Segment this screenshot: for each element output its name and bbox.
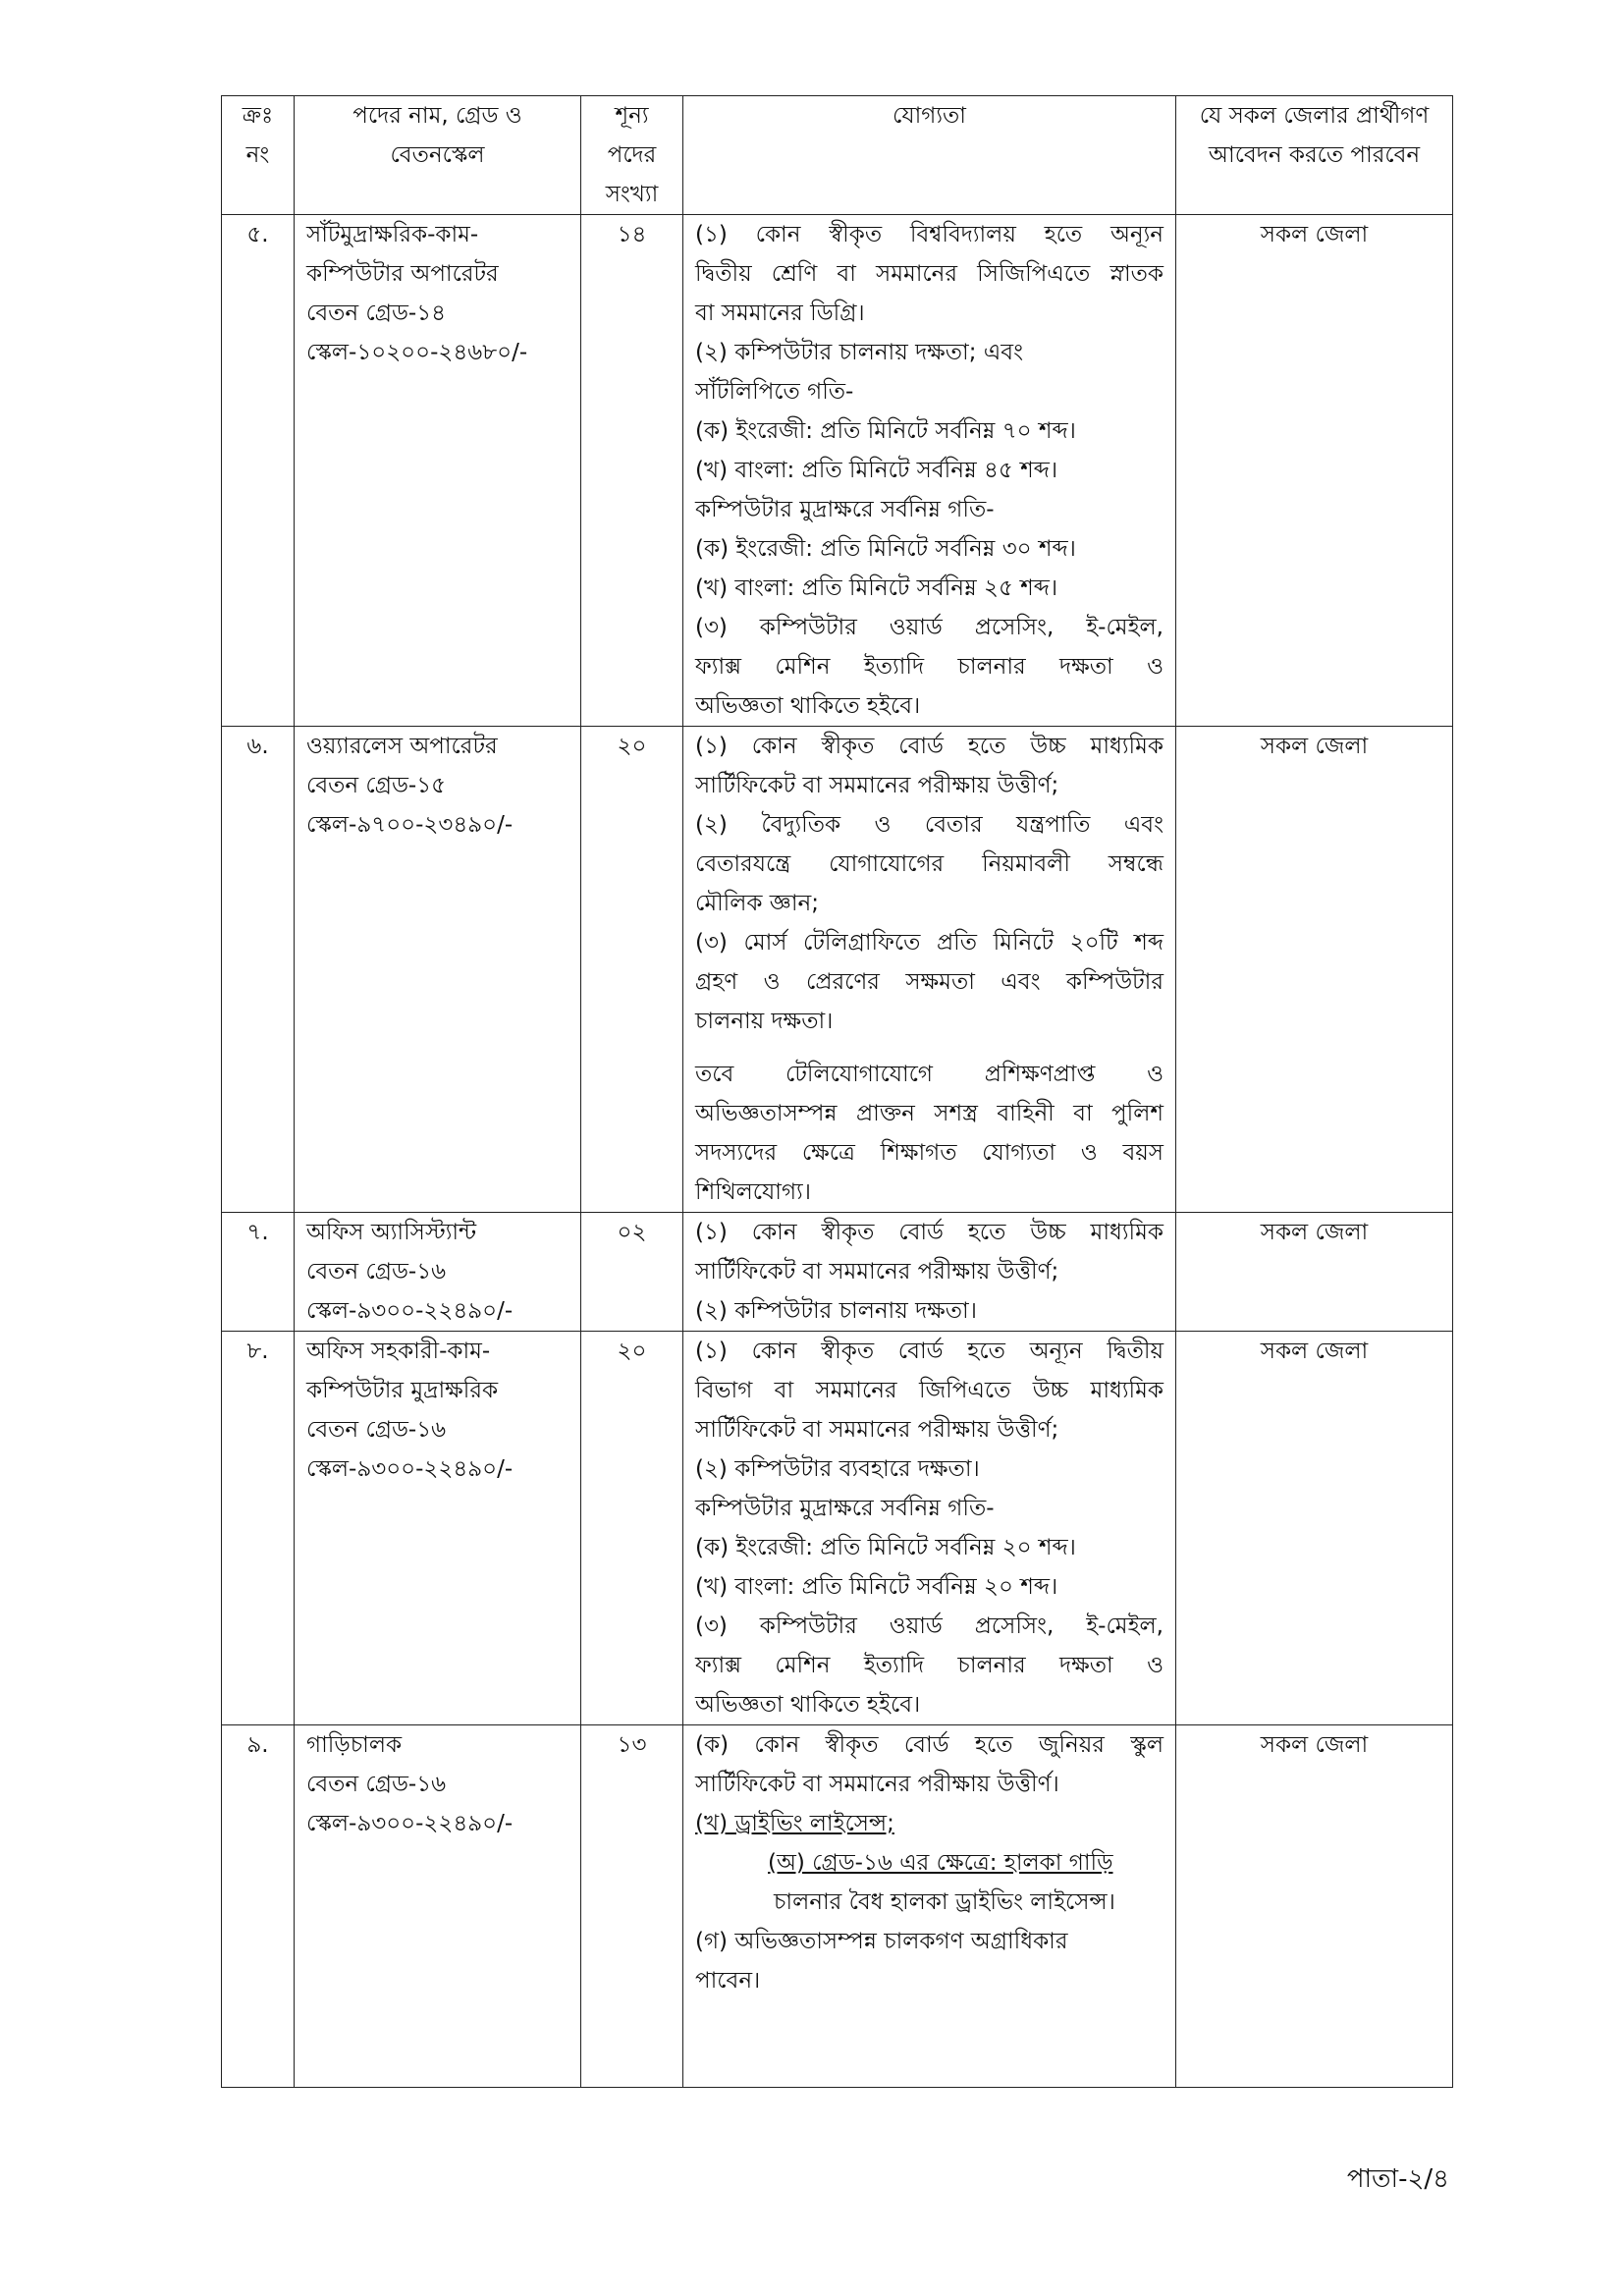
- row-qualification: (১) কোন স্বীকৃত বোর্ড হতে উচ্চ মাধ্যমিক সার্টিফিকেট বা সমমানের পরীক্ষায় উত্তীর্ণ; (২) বৈদ্যুতিক ও বেতার যন্ত্রপাতি এবং বেতারযন্ত্রে যোগাযোগের নিয়মাবলী সম্বন্ধে মৌলিক জ্ঞান; (৩) মোর্স টেলিগ্রাফিতে প্রতি মিনিটে ২০টি শব্দ গ্রহণ ও প্রেরণের সক্ষমতা এবং কম্পিউটার চালনায় দক্ষতা। তবে টেলিযোগাযোগে প্রশিক্ষণপ্রাপ্ত ও অভিজ্ঞতাসম্পন্ন প্রাক্তন সশস্ত্র বাহিনী বা পুলিশ সদস্যদের ক্ষেত্রে শিক্ষাগত যোগ্যতা ও বয়স শিথিলযোগ্য।: [683, 727, 1176, 1213]
- table-row: [222, 727, 1453, 1213]
- header-serial: ক্রঃ নং: [222, 96, 295, 215]
- row-qualification: (১) কোন স্বীকৃত বিশ্ববিদ্যালয় হতে অন্যূন দ্বিতীয় শ্রেণি বা সমমানের সিজিপিএতে স্নাতক বা সমমানের ডিগ্রি। (২) কম্পিউটার চালনায় দক্ষতা; এবং সাঁটলিপিতে গতি- (ক) ইংরেজী: প্রতি মিনিটে সর্বনিম্ন ৭০ শব্দ। (খ) বাংলা: প্রতি মিনিটে সর্বনিম্ন ৪৫ শব্দ। কম্পিউটার মুদ্রাক্ষরে সর্বনিম্ন গতি- (ক) ইংরেজী: প্রতি মিনিটে সর্বনিম্ন ৩০ শব্দ। (খ) বাংলা: প্রতি মিনিটে সর্বনিম্ন ২৫ শব্দ। (৩) কম্পিউটার ওয়ার্ড প্রসেসিং, ই-মেইল, ফ্যাক্স মেশিন ইত্যাদি চালনার দক্ষতা ও অভিজ্ঞতা থাকিতে হইবে।: [683, 215, 1176, 727]
- row-post: অফিস অ্যাসিস্ট্যান্ট বেতন গ্রেড-১৬ স্কেল-৯৩০০-২২৪৯০/-: [295, 1213, 581, 1332]
- header-post-name: পদের নাম, গ্রেড ও বেতনস্কেল: [295, 96, 581, 215]
- header-qualification: যোগ্যতা: [683, 96, 1176, 215]
- row-vacancy-count: ১৪: [581, 215, 683, 727]
- table-row: [222, 215, 1453, 727]
- row-vacancy-count: ১৩: [581, 1725, 683, 2088]
- grade-16-subheading: (অ) গ্রেড-১৬ এর ক্ষেত্রে: হালকা গাড়ি: [768, 1850, 1113, 1876]
- table-row: [222, 1213, 1453, 1332]
- row-post: অফিস সহকারী-কাম- কম্পিউটার মুদ্রাক্ষরিক বেতন গ্রেড-১৬ স্কেল-৯৩০০-২২৪৯০/-: [295, 1332, 581, 1725]
- table-header-row: [222, 96, 1453, 215]
- row-qualification: (ক) কোন স্বীকৃত বোর্ড হতে জুনিয়র স্কুল সার্টিফিকেট বা সমমানের পরীক্ষায় উত্তীর্ণ। (খ) ড্রাইভিং লাইসেন্স; (অ) গ্রেড-১৬ এর ক্ষেত্রে: হালকা গাড়ি চালনার বৈধ হালকা ড্রাইভিং লাইসেন্স। (গ) অভিজ্ঞতাসম্পন্ন চালকগণ অগ্রাধিকার পাবেন।: [683, 1725, 1176, 2088]
- page-number: পাতা-২/৪: [1346, 2164, 1449, 2194]
- row-serial: ৫.: [222, 215, 295, 727]
- row-qualification: (১) কোন স্বীকৃত বোর্ড হতে উচ্চ মাধ্যমিক সার্টিফিকেট বা সমমানের পরীক্ষায় উত্তীর্ণ; (২) কম্পিউটার চালনায় দক্ষতা।: [683, 1213, 1176, 1332]
- header-vacancy-count: শূন্য পদের সংখ্যা: [581, 96, 683, 215]
- row-eligible-districts: সকল জেলা: [1176, 1725, 1453, 2088]
- table-row: [222, 1725, 1453, 2088]
- row-post: সাঁটমুদ্রাক্ষরিক-কাম- কম্পিউটার অপারেটর বেতন গ্রেড-১৪ স্কেল-১০২০০-২৪৬৮০/-: [295, 215, 581, 727]
- job-vacancy-table: [221, 95, 1453, 2088]
- row-eligible-districts: সকল জেলা: [1176, 1213, 1453, 1332]
- row-post: গাড়িচালক বেতন গ্রেড-১৬ স্কেল-৯৩০০-২২৪৯০/-: [295, 1725, 581, 2088]
- table-row: [222, 1332, 1453, 1725]
- row-vacancy-count: ০২: [581, 1213, 683, 1332]
- header-eligible-districts: যে সকল জেলার প্রার্থীগণ আবেদন করতে পারবেন: [1176, 96, 1453, 215]
- row-serial: ৯.: [222, 1725, 295, 2088]
- row-qualification: (১) কোন স্বীকৃত বোর্ড হতে অন্যূন দ্বিতীয় বিভাগ বা সমমানের জিপিএতে উচ্চ মাধ্যমিক সার্টিফিকেট বা সমমানের পরীক্ষায় উত্তীর্ণ; (২) কম্পিউটার ব্যবহারে দক্ষতা। কম্পিউটার মুদ্রাক্ষরে সর্বনিম্ন গতি- (ক) ইংরেজী: প্রতি মিনিটে সর্বনিম্ন ২০ শব্দ। (খ) বাংলা: প্রতি মিনিটে সর্বনিম্ন ২০ শব্দ। (৩) কম্পিউটার ওয়ার্ড প্রসেসিং, ই-মেইল, ফ্যাক্স মেশিন ইত্যাদি চালনার দক্ষতা ও অভিজ্ঞতা থাকিতে হইবে।: [683, 1332, 1176, 1725]
- row-serial: ৬.: [222, 727, 295, 1213]
- driving-license-heading: (খ) ড্রাইভিং লাইসেন্স;: [695, 1811, 894, 1836]
- row-serial: ৭.: [222, 1213, 295, 1332]
- row-post: ওয়্যারলেস অপারেটর বেতন গ্রেড-১৫ স্কেল-৯৭০০-২৩৪৯০/-: [295, 727, 581, 1213]
- row-eligible-districts: সকল জেলা: [1176, 727, 1453, 1213]
- row-vacancy-count: ২০: [581, 1332, 683, 1725]
- row-vacancy-count: ২০: [581, 727, 683, 1213]
- row-eligible-districts: সকল জেলা: [1176, 1332, 1453, 1725]
- row-serial: ৮.: [222, 1332, 295, 1725]
- row-eligible-districts: সকল জেলা: [1176, 215, 1453, 727]
